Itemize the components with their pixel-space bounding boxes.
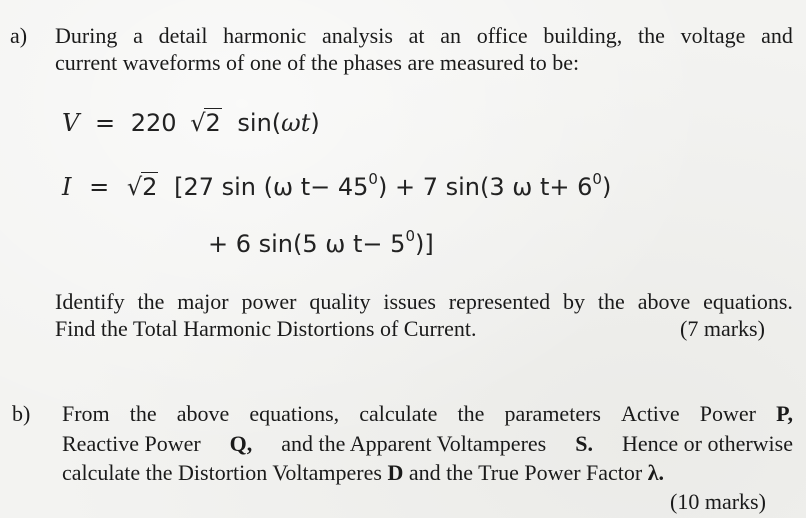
part-b-label: b) (12, 401, 31, 426)
part-a-task-line-2: Find the Total Harmonic Distortions of Current. (55, 316, 477, 341)
part-b-line-1 (62, 401, 793, 427)
intro-word: voltage (680, 23, 746, 48)
closing-paren: ) (310, 109, 320, 137)
task-word: above (637, 289, 691, 314)
intro-word: and (761, 23, 793, 48)
part-a-marks: (7 marks) (680, 316, 765, 341)
task-word: quality (309, 289, 371, 314)
equals-sign: = (89, 173, 110, 201)
degree-superscript: 0 (592, 170, 602, 188)
intro-word: detail (158, 23, 208, 48)
task-word: the (597, 289, 625, 314)
task-word: issues (383, 289, 436, 314)
apparent-power-symbol: S. (575, 431, 593, 456)
reactive-power-text: Reactive Power (62, 431, 201, 456)
distortion-text: calculate the Distortion Voltamperes (62, 460, 382, 485)
task-word: represented (448, 289, 551, 314)
intro-word: analysis (322, 23, 393, 48)
part-b-word: From (62, 401, 110, 426)
voltage-equation (62, 108, 320, 138)
part-b-word: parameters (504, 401, 601, 426)
part-a-label: a) (10, 23, 28, 48)
task-word: by (563, 289, 586, 314)
task-word: equations. (703, 289, 793, 314)
intro-word: at (408, 23, 425, 48)
current-symbol: I (62, 173, 72, 201)
current-equation-line-2 (208, 229, 434, 259)
intro-word: an (440, 23, 462, 48)
sqrt-argument: 2 (142, 173, 158, 201)
intro-word: building, (543, 23, 623, 48)
part-a-intro-line-1 (55, 23, 793, 49)
intro-word: the (637, 23, 665, 48)
hence-text: Hence or otherwise (621, 431, 793, 456)
task-word: Identify (55, 289, 125, 314)
apparent-power-text: and the Apparent Voltamperes (281, 431, 547, 456)
task-word: major (177, 289, 229, 314)
sin-function: sin( (237, 109, 282, 137)
part-b-word: Active (621, 401, 680, 426)
part-a-intro-line-2: current waveforms of one of the phases are measured to be: (55, 50, 580, 75)
power-factor-text: and the True Power Factor (408, 460, 643, 485)
distortion-symbol: D (387, 460, 404, 485)
part-b-word: Power (699, 401, 756, 426)
intro-word: During (55, 23, 118, 48)
fundamental-term: [27 sin (ω t− 45 (174, 173, 369, 201)
closing-paren: ) (601, 173, 612, 201)
voltage-symbol: V (62, 109, 80, 137)
part-b-word: the (457, 401, 485, 426)
current-equation-line-1 (62, 172, 611, 202)
part-b-line-2 (62, 431, 793, 457)
voltage-coefficient: 220 (130, 109, 177, 137)
closing-bracket: )] (414, 230, 434, 258)
third-harmonic-term: ) + 7 sin(3 ω t+ 6 (377, 173, 593, 201)
task-word: power (241, 289, 297, 314)
intro-word: a (133, 23, 143, 48)
part-b-word: above (176, 401, 230, 426)
sqrt-symbol: √ (126, 173, 143, 201)
degree-superscript: 0 (405, 227, 415, 245)
active-power-symbol: P, (776, 401, 793, 426)
part-b-word: equations, (249, 401, 340, 426)
sqrt-argument: 2 (205, 109, 221, 137)
current-sqrt (127, 172, 159, 202)
part-a-task-line-1 (55, 289, 793, 315)
omega-t: ωt (281, 109, 311, 137)
power-factor-symbol: λ. (647, 460, 665, 485)
fifth-harmonic-term: + 6 sin(5 ω t− 5 (208, 230, 406, 258)
voltage-sqrt (190, 108, 222, 138)
intro-word: office (476, 23, 528, 48)
sqrt-symbol: √ (190, 109, 206, 137)
reactive-power-symbol: Q, (229, 431, 253, 456)
degree-superscript: 0 (368, 170, 378, 188)
part-b-line-3 (62, 460, 664, 486)
equals-sign: = (94, 109, 116, 137)
part-b-word: the (129, 401, 157, 426)
part-b-marks: (10 marks) (670, 489, 766, 514)
intro-word: harmonic (223, 23, 307, 48)
task-word: the (137, 289, 165, 314)
part-b-word: calculate (359, 401, 438, 426)
